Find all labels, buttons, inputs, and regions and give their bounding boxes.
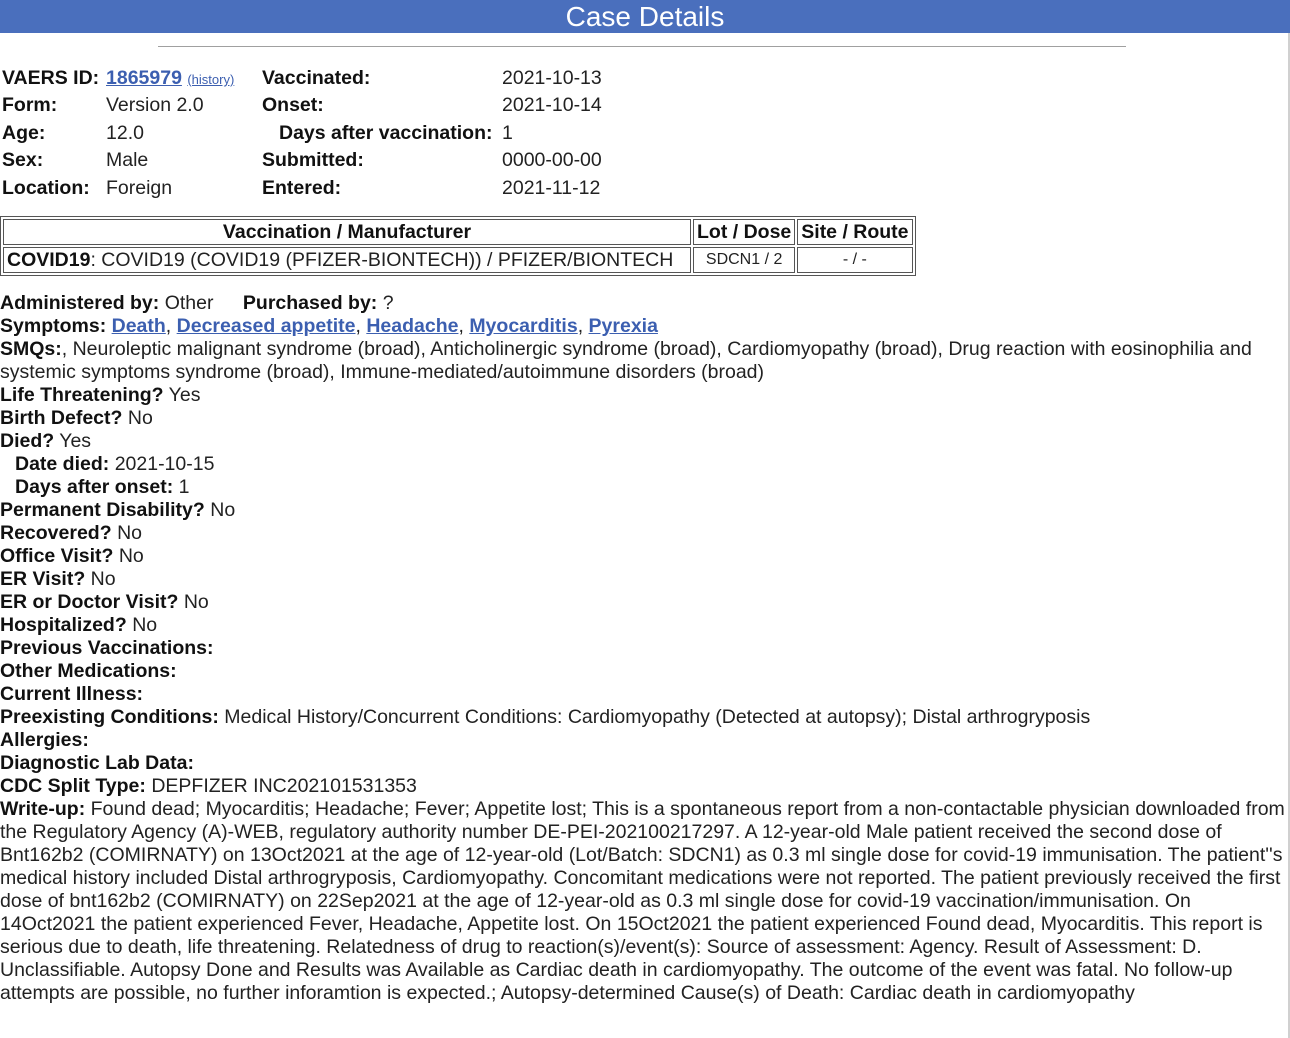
column-header-vaccination: Vaccination / Manufacturer — [3, 219, 691, 245]
purchased-value: ? — [382, 292, 394, 314]
permanent-disability-value: No — [210, 499, 236, 521]
form-value: Version 2.0 — [106, 94, 204, 116]
life-threatening-value: Yes — [168, 384, 201, 406]
vaccinated-value: 2021-10-13 — [502, 67, 602, 89]
office-visit-value: No — [118, 545, 144, 567]
sex-value: Male — [106, 149, 149, 171]
age-value: 12.0 — [106, 122, 144, 144]
days-after-vaccination-value: 1 — [502, 122, 513, 144]
site-route-cell: - / - — [797, 247, 912, 273]
died-label: Died? — [0, 430, 55, 452]
days-after-vaccination-label: Days after vaccination: — [279, 122, 493, 144]
writeup-text: Found dead; Myocarditis; Headache; Fever; Appetite lost; This is a spontaneous report from a non-contactable physician downloaded from the Regulatory Agency (A)-WEB, regulatory authority number DE-PEI-202100217297. A 12-year-old Male patient received the second dose of Bnt162b2 (COMIRNATY) on 13Oct2021 at the age of 12-year-old (Lot/Batch: SDCN1) as 0.3 ml single dose for covid-19 immunisation. The patient''s medical history included Distal arthrogryposis, Cardiomyopathy. Concomitant medications were not reported. The patient previously received the first dose of bnt162b2 (COMIRNATY) on 22Sep2021 at the age of 12-year-old as 0.3 ml single dose for covid-19 vaccination/immunisation. On 14Oct2021 the patient experienced Fever, Headache, Appetite lost. On 15Oct2021 the patient experienced Found dead, Myocarditis. This report is serious due to death, life threatening. Relatedness of drug to reaction(s)/event(s): Source of assessment: Agency. Result of Assessment: D. Unclassifiable. Autopsy Done and Results was Available as Cardiac death in cardiomyopathy. The outcome of the event was fatal. No follow-up attempts are possible, no further inforamtion is expected.; Autopsy-determined Cause(s) of Death: Cardiac death in cardiomyopathy — [0, 798, 1285, 1004]
office-visit-line — [0, 545, 1285, 568]
symptom-link-pyrexia[interactable]: Pyrexia — [588, 315, 658, 337]
location-label: Location: — [2, 177, 90, 199]
form-label: Form: — [2, 94, 58, 116]
vaccinated-label: Vaccinated: — [262, 67, 371, 89]
er-doctor-visit-line — [0, 591, 1285, 614]
preexisting-label: Preexisting Conditions: — [0, 706, 219, 728]
office-visit-label: Office Visit? — [0, 545, 114, 567]
permanent-disability-label: Permanent Disability? — [0, 499, 205, 521]
life-threatening-line — [0, 384, 1285, 407]
writeup-label: Write-up: — [0, 798, 86, 820]
table-header-row — [3, 219, 913, 245]
submitted-label: Submitted: — [262, 149, 364, 171]
location-value: Foreign — [106, 177, 173, 199]
hospitalized-line — [0, 614, 1285, 637]
allergies-label: Allergies: — [0, 729, 89, 751]
vaers-id-label: VAERS ID: — [2, 67, 100, 89]
vaccination-table — [0, 216, 916, 276]
symptom-link-myocarditis[interactable]: Myocarditis — [469, 315, 578, 337]
other-medications-label: Other Medications: — [0, 660, 177, 682]
cdc-split-line — [0, 775, 1285, 798]
birth-defect-label: Birth Defect? — [0, 407, 123, 429]
symptom-link-decreased-appetite[interactable]: Decreased appetite — [176, 315, 356, 337]
days-after-onset-value: 1 — [178, 476, 190, 498]
er-visit-value: No — [90, 568, 116, 590]
lot-dose-cell: SDCN1 / 2 — [693, 247, 795, 273]
died-value: Yes — [59, 430, 92, 452]
vaccine-code: COVID19 — [7, 249, 91, 271]
administered-value: Other — [164, 292, 214, 314]
symptom-link-death[interactable]: Death — [111, 315, 166, 337]
page-title: Case Details — [0, 0, 1290, 33]
administered-line — [0, 292, 1285, 315]
vaers-id-link[interactable]: 1865979 — [106, 67, 182, 89]
birth-defect-line — [0, 407, 1285, 430]
submitted-value: 0000-00-00 — [502, 149, 602, 171]
cdc-split-value: DEPFIZER INC202101531353 — [151, 775, 417, 797]
writeup-paragraph — [0, 798, 1285, 1005]
hospitalized-label: Hospitalized? — [0, 614, 127, 636]
date-died-label: Date died: — [15, 453, 110, 475]
previous-vaccinations-label: Previous Vaccinations: — [0, 637, 214, 659]
purchased-label: Purchased by: — [242, 292, 378, 314]
entered-value: 2021-11-12 — [502, 177, 601, 199]
er-doctor-visit-value: No — [183, 591, 209, 613]
er-doctor-visit-label: ER or Doctor Visit? — [0, 591, 179, 613]
current-illness-label: Current Illness: — [0, 683, 144, 705]
symptoms-line: Symptoms: Death, Decreased appetite, Headache, Myocarditis, Pyrexia — [0, 315, 658, 337]
case-details — [0, 292, 1285, 1005]
preexisting-line — [0, 706, 1285, 729]
birth-defect-value: No — [127, 407, 153, 429]
table-row — [3, 247, 913, 273]
smqs-value: , Neuroleptic malignant syndrome (broad), Anticholinergic syndrome (broad), Cardiomyopathy (broad), Drug reaction with eosinophilia and systemic symptoms syndrome (broad), Immune-mediated/autoimmune disorders (broad) — [0, 338, 1252, 383]
date-died-value: 2021-10-15 — [114, 453, 215, 475]
cdc-split-label: CDC Split Type: — [0, 775, 146, 797]
column-header-site-route: Site / Route — [797, 219, 912, 245]
smqs-label: SMQs: — [0, 338, 62, 360]
age-label: Age: — [2, 122, 46, 144]
vaers-id-group — [106, 66, 234, 92]
history-link[interactable]: (history) — [187, 72, 235, 87]
life-threatening-label: Life Threatening? — [0, 384, 164, 406]
sex-label: Sex: — [2, 149, 44, 171]
smqs-line — [0, 338, 1285, 384]
recovered-value: No — [117, 522, 142, 544]
days-after-onset-line — [0, 476, 1285, 499]
header-divider — [158, 46, 1126, 47]
administered-label: Administered by: — [0, 292, 160, 314]
entered-label: Entered: — [262, 177, 342, 199]
er-visit-line — [0, 568, 1285, 591]
symptoms-label: Symptoms: — [0, 315, 107, 337]
lab-data-label: Diagnostic Lab Data: — [0, 752, 194, 774]
vaccine-description: : COVID19 (COVID19 (PFIZER-BIONTECH)) / PFIZER/BIONTECH — [90, 249, 674, 271]
recovered-line — [0, 522, 1285, 545]
recovered-label: Recovered? — [0, 522, 112, 544]
symptom-link-headache[interactable]: Headache — [366, 315, 459, 337]
preexisting-value: Medical History/Concurrent Conditions: Cardiomyopathy (Detected at autopsy); Distal arthrogryposis — [224, 706, 1091, 728]
permanent-disability-line — [0, 499, 1285, 522]
days-after-onset-label: Days after onset: — [15, 476, 174, 498]
died-line — [0, 430, 1285, 453]
column-header-lot-dose: Lot / Dose — [693, 219, 795, 245]
onset-label: Onset: — [262, 94, 324, 116]
hospitalized-value: No — [132, 614, 158, 636]
vaccination-cell — [3, 247, 691, 273]
date-died-line — [0, 453, 1285, 476]
er-visit-label: ER Visit? — [0, 568, 86, 590]
onset-value: 2021-10-14 — [502, 94, 602, 116]
